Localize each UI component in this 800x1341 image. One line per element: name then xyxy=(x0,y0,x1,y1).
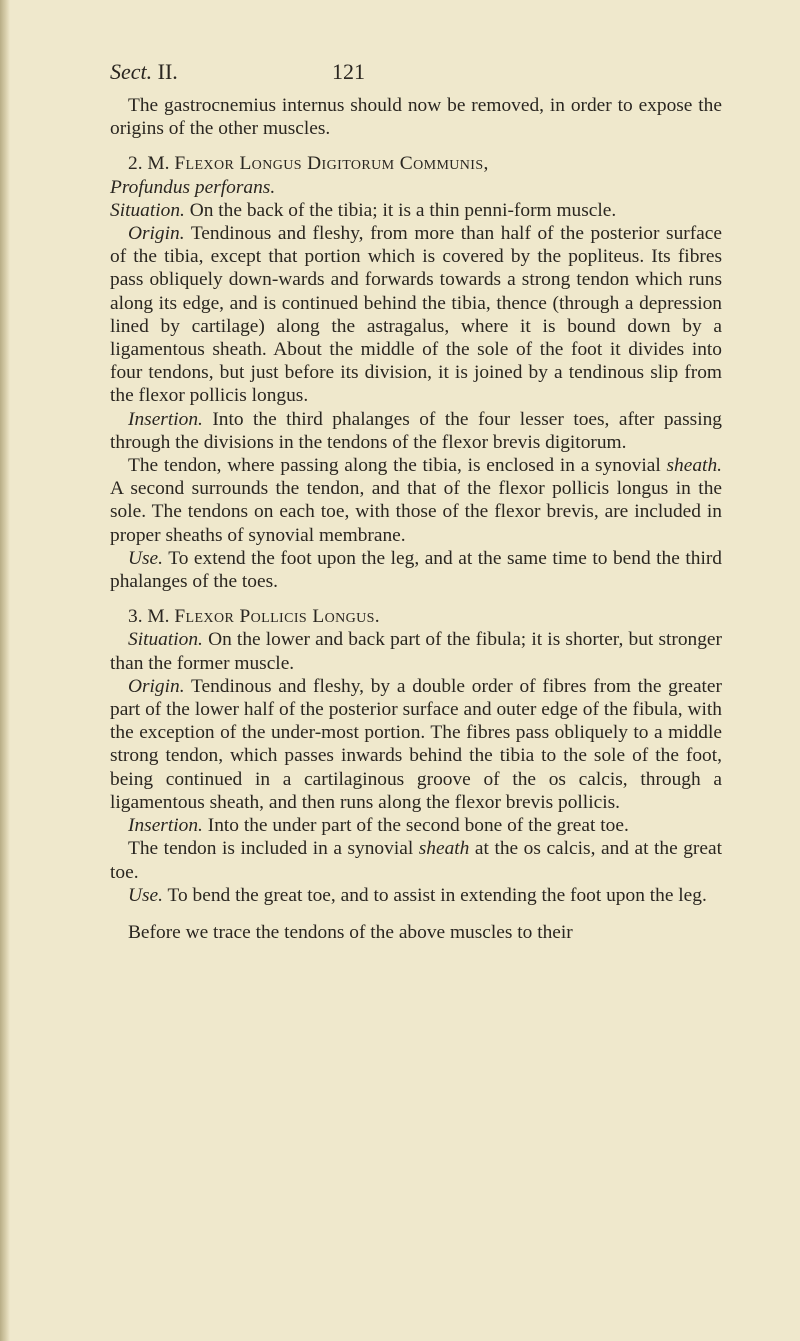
muscle-2-situation: Situation. On the back of the tibia; it is a thin penni-form muscle. xyxy=(110,199,617,221)
page-number: 121 xyxy=(332,59,365,84)
muscle-3-situation: Situation. On the lower and back part of the fibula; it is shorter, but stronger than the former muscle. xyxy=(110,629,722,674)
muscle-2-use: Use. To extend the foot upon the leg, and at the same time to bend the third phalanges of the toes. xyxy=(110,547,723,593)
running-header xyxy=(110,60,722,94)
muscle-2-tendon-note: The tendon, where passing along the tibia, is enclosed in a synovial sheath. A second surrounds the tendon, and that of the flexor pollicis longus in the sole. The tendons on each toe, with those of the flexor brevis, are included in proper sheaths of synovial membrane. xyxy=(110,455,722,546)
section-label: Sect. II. xyxy=(110,59,178,84)
muscle-3-use: Use. To bend the great toe, and to assist in extending the foot upon the leg. xyxy=(128,884,707,906)
book-page xyxy=(110,60,722,944)
muscle-3-tendon-note: The tendon is included in a synovial sheath at the os calcis, and at the great toe. xyxy=(110,838,722,883)
muscle-3-insertion: Insertion. Into the under part of the second bone of the great toe. xyxy=(128,815,629,837)
muscle-2-insertion: Insertion. Into the third phalanges of the four lesser toes, after passing through the divisions in the tendons of the flexor brevis digitorum. xyxy=(110,408,722,453)
muscle-2-heading: 2. M. Flexor Longus Digitorum Communis, xyxy=(128,153,489,175)
intro-paragraph: The gastrocnemius internus should now be removed, in order to expose the origins of the other muscles. xyxy=(110,95,722,140)
muscle-2-origin: Origin. Tendinous and fleshy, from more than half of the posterior surface of the tibia, except that portion which is covered by the popliteus. Its fibres pass obliquely down-wards and forwards towards a strong tendon which runs along its edge, and is continued behind the tibia, thence (through a depression lined by cartilage) along the astragalus, where it is bound down by a ligamentous sheath. About the middle of the sole of the foot it divides into four tendons, but just before its division, it is joined by a tendinous slip from the flexor pollicis longus. xyxy=(110,223,723,407)
muscle-3-origin: Origin. Tendinous and fleshy, by a double order of fibres from the greater part of the lower half of the posterior surface and outer edge of the fibula, with the exception of the under-most portion. The fibres pass obliquely to a middle strong tendon, which passes inwards behind the tibia to the sole of the foot, being continued in a cartilaginous groove of the os calcis, through a ligamentous sheath, and then runs along the flexor brevis pollicis. xyxy=(110,675,722,813)
muscle-3-heading: 3. M. Flexor Pollicis Longus. xyxy=(128,606,381,628)
muscle-2-synonym: Profundus perforans. xyxy=(110,176,276,198)
book-gutter xyxy=(0,0,10,1341)
closing-paragraph: Before we trace the tendons of the above muscles to their xyxy=(128,921,573,943)
